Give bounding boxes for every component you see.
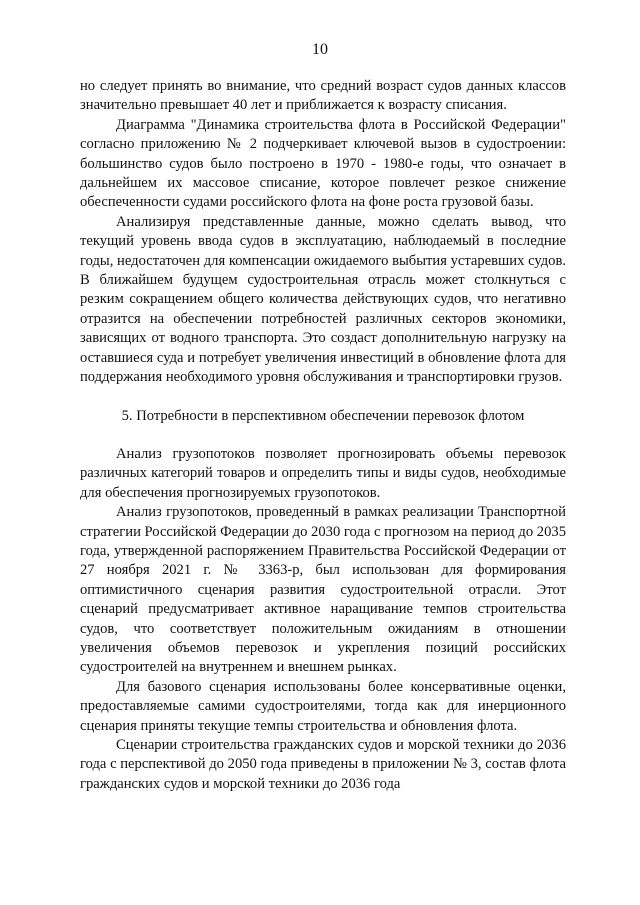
paragraph-continuation: но следует принять во внимание, что средний возраст судов данных классов значительно превышает 40 лет и приближается к возрасту списания.	[80, 78, 566, 114]
paragraph-transport-strategy: Анализ грузопотоков, проведенный в рамках реализации Транспортной стратегии Российской Федерации до 2030 года с прогнозом на период до 2035 года, утвержденной распоряжением Правительства Российской Федерации от 27 ноября 2021 г. № 3363-р, был использован для формирования оптимистичного сценария развития судостроительной отрасли. Этот сценарий предусматривает активное наращивание темпов строительства судов, что соответствует положительным ожиданиям в отношении увеличения объемов перевозок и укрепления позиций российских судостроителей на внутреннем и внешнем рынках.	[80, 504, 566, 676]
paragraph-cargo-flows: Анализ грузопотоков позволяет прогнозировать объемы перевозок различных категорий товаров и определить типы и виды судов, необходимые для обеспечения прогнозируемых грузопотоков.	[80, 445, 566, 501]
paragraph-scenarios: Сценарии строительства гражданских судов и морской техники до 2036 года с перспективой до 2050 года приведены в приложении № 3, состав флота гражданских судов и морской техники до 2036 года	[80, 737, 566, 792]
section-heading: 5. Потребности в перспективном обеспечении перевозок флотом	[121, 407, 525, 424]
paragraph-base-scenario: Для базового сценария использованы более консервативные оценки, предоставляемые самими судостроителями, тогда как для инерционного сценария приняты текущие темпы строительства и обновления флота.	[80, 678, 566, 734]
document-body	[80, 77, 566, 794]
paragraph-analysis: Анализируя представленные данные, можно сделать вывод, что текущий уровень ввода судов в эксплуатацию, наблюдаемый в последние годы, недостаточен для компенсации ожидаемого выбытия устаревших судов. В ближайшем будущем судостроительная отрасль может столкнуться с резким сокращением общего количества действующих судов, что негативно отразится на обеспечении потребностей различных секторов экономики, зависящих от водного транспорта. Это создаст дополнительную нагрузку на оставшиеся суда и потребует увеличения инвестиций в обновление флота для поддержания необходимого уровня обслуживания и транспортировки грузов.	[80, 213, 566, 386]
paragraph-diagram: Диаграмма "Динамика строительства флота в Российской Федерации" согласно приложению № 2 подчеркивает ключевой вызов в судостроении: большинство судов было построено в 1970 - 1980-е годы, что означает в дальнейшем их массовое списание, которое повлечет резкое снижение обеспеченности судами российского флота на фоне роста грузовой базы.	[80, 116, 566, 211]
page-number: 10	[312, 41, 328, 58]
